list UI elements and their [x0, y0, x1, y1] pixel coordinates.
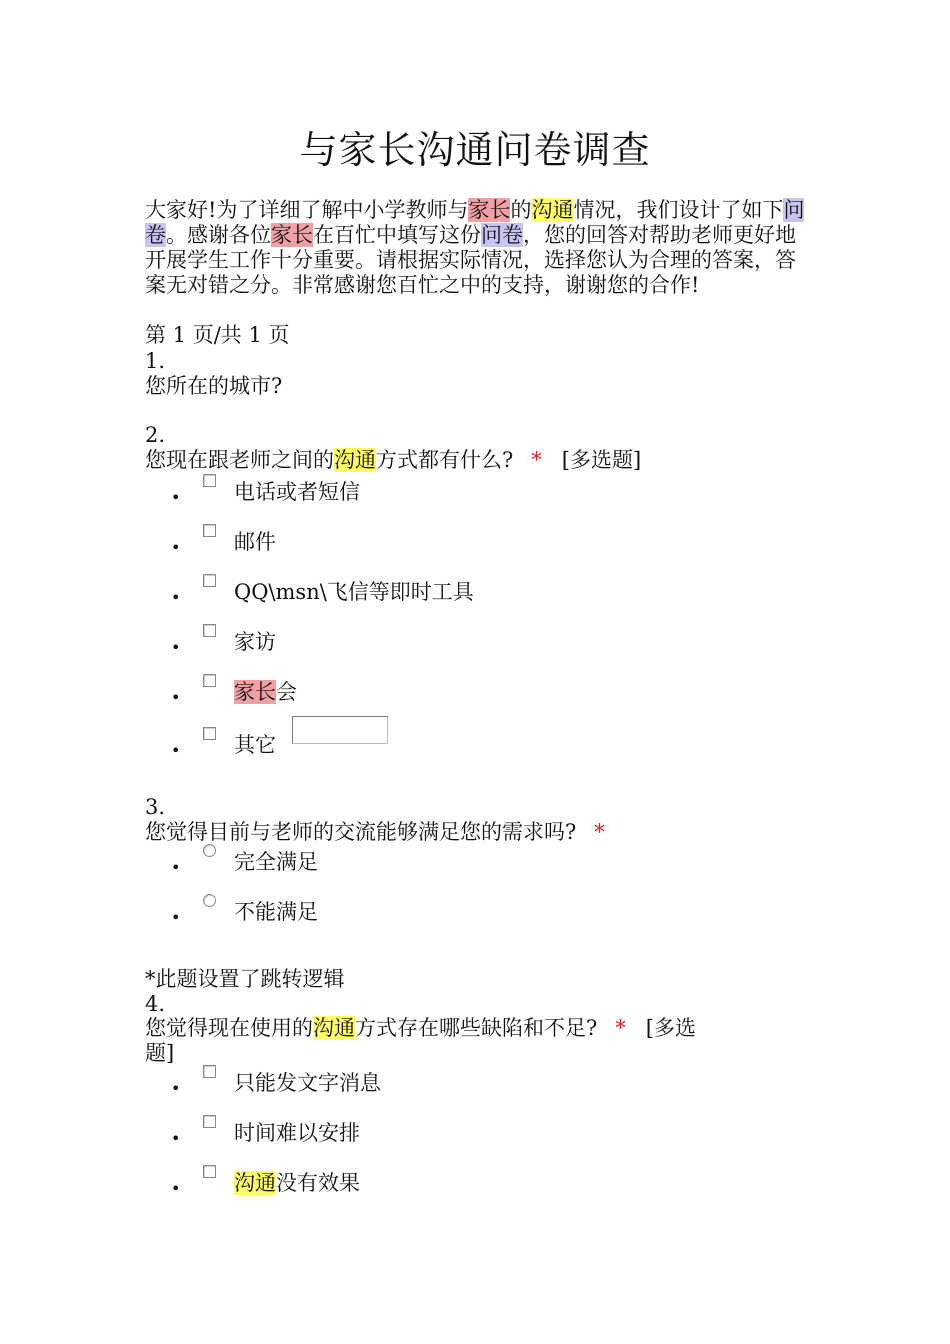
q1-text: 您所在的城市?	[145, 374, 283, 398]
checkbox[interactable]	[203, 674, 216, 687]
option-label-rest: 没有效果	[276, 1171, 360, 1195]
keyword-highlight: 沟通	[234, 1171, 276, 1195]
keyword-highlight: 家长	[468, 198, 511, 222]
option-label: 完全满足	[234, 850, 318, 874]
q2-text: 方式都有什么?	[376, 448, 514, 472]
intro-text: 大家好!为了详细了解中小学教师与	[145, 198, 469, 222]
other-text-input[interactable]	[292, 716, 388, 744]
keyword-highlight: 沟通	[531, 198, 574, 222]
q2-option	[145, 680, 785, 733]
bullet-icon: •	[171, 741, 181, 760]
q2-question	[145, 448, 641, 473]
bullet-icon: •	[171, 688, 181, 707]
option-label	[234, 680, 297, 705]
option-label: 其它	[234, 733, 276, 757]
required-asterisk: *	[594, 820, 605, 844]
q4-option	[145, 1071, 785, 1124]
keyword-highlight: 家长	[271, 223, 313, 247]
checkbox[interactable]	[203, 624, 216, 637]
keyword-highlight: 问卷	[145, 198, 805, 247]
option-label: 不能满足	[234, 900, 318, 924]
required-asterisk: *	[531, 448, 542, 472]
jump-logic-note: *此题设置了跳转逻辑	[145, 967, 345, 991]
option-label: 只能发文字消息	[234, 1071, 381, 1095]
checkbox[interactable]	[203, 524, 216, 537]
checkbox[interactable]	[203, 474, 216, 487]
q3-number: 3.	[145, 795, 166, 819]
bullet-icon: •	[171, 488, 181, 507]
checkbox[interactable]	[203, 1065, 216, 1078]
q4-question-line2: 题]	[145, 1041, 175, 1065]
survey-title: 与家长沟通问卷调查	[299, 128, 651, 172]
option-label: 电话或者短信	[234, 480, 360, 504]
q4-question-line1	[145, 1016, 696, 1041]
intro-text: 。感谢各位	[166, 223, 271, 247]
q2-option	[145, 580, 785, 633]
bullet-icon: •	[171, 1179, 181, 1198]
keyword-highlight: 沟通	[334, 448, 376, 472]
q1-number: 1.	[145, 349, 166, 373]
intro-text: 的	[510, 198, 532, 222]
q2-option	[145, 630, 785, 683]
checkbox[interactable]	[203, 727, 216, 740]
q2-number: 2.	[145, 423, 166, 447]
intro-text: 情况，我们设计了如下	[573, 198, 784, 222]
radio-button[interactable]	[203, 894, 216, 907]
intro-text: 在百忙中填写这份	[313, 223, 481, 247]
q3-options	[145, 850, 785, 953]
intro-text: ，您的回答对帮助老师更好地开展学生工作十分重要。请根据实际情况，选择您认为合理的答案，答案无对错之分。非常感谢您百忙之中的支持，谢谢您的合作!	[145, 223, 796, 297]
keyword-highlight: 问卷	[481, 223, 523, 247]
option-label: 时间难以安排	[234, 1121, 360, 1145]
option-label	[234, 1171, 360, 1196]
q2-option-other	[145, 733, 785, 786]
q4-number: 4.	[145, 992, 166, 1016]
q2-option	[145, 480, 785, 533]
q2-options	[145, 480, 785, 786]
multi-select-tag: [多选题]	[561, 448, 642, 472]
q4-text: 您觉得现在使用的	[145, 1016, 313, 1040]
option-label-rest: 会	[276, 680, 297, 704]
checkbox[interactable]	[203, 1165, 216, 1178]
keyword-highlight: 沟通	[313, 1016, 355, 1040]
q4-option	[145, 1121, 785, 1174]
option-label: 家访	[234, 630, 276, 654]
checkbox[interactable]	[203, 1115, 216, 1128]
q3-question	[145, 820, 605, 845]
intro-paragraph	[145, 198, 809, 298]
bullet-icon: •	[171, 858, 181, 877]
q3-option	[145, 850, 785, 903]
required-asterisk: *	[615, 1016, 626, 1040]
option-label: QQ\msn\飞信等即时工具	[234, 580, 474, 604]
page-indicator: 第 1 页/共 1 页	[145, 323, 290, 347]
bullet-icon: •	[171, 538, 181, 557]
multi-select-tag: [多选	[645, 1016, 696, 1040]
radio-button[interactable]	[203, 844, 216, 857]
option-label: 邮件	[234, 530, 276, 554]
q3-text: 您觉得目前与老师的交流能够满足您的需求吗?	[145, 820, 577, 844]
q2-text: 您现在跟老师之间的	[145, 448, 334, 472]
q4-option	[145, 1171, 785, 1224]
q2-option	[145, 530, 785, 583]
bullet-icon: •	[171, 1129, 181, 1148]
bullet-icon: •	[171, 638, 181, 657]
bullet-icon: •	[171, 1079, 181, 1098]
checkbox[interactable]	[203, 574, 216, 587]
bullet-icon: •	[171, 908, 181, 927]
q4-text: 方式存在哪些缺陷和不足?	[355, 1016, 598, 1040]
keyword-highlight: 家长	[234, 680, 276, 704]
q3-option	[145, 900, 785, 953]
q4-options	[145, 1071, 785, 1224]
bullet-icon: •	[171, 588, 181, 607]
